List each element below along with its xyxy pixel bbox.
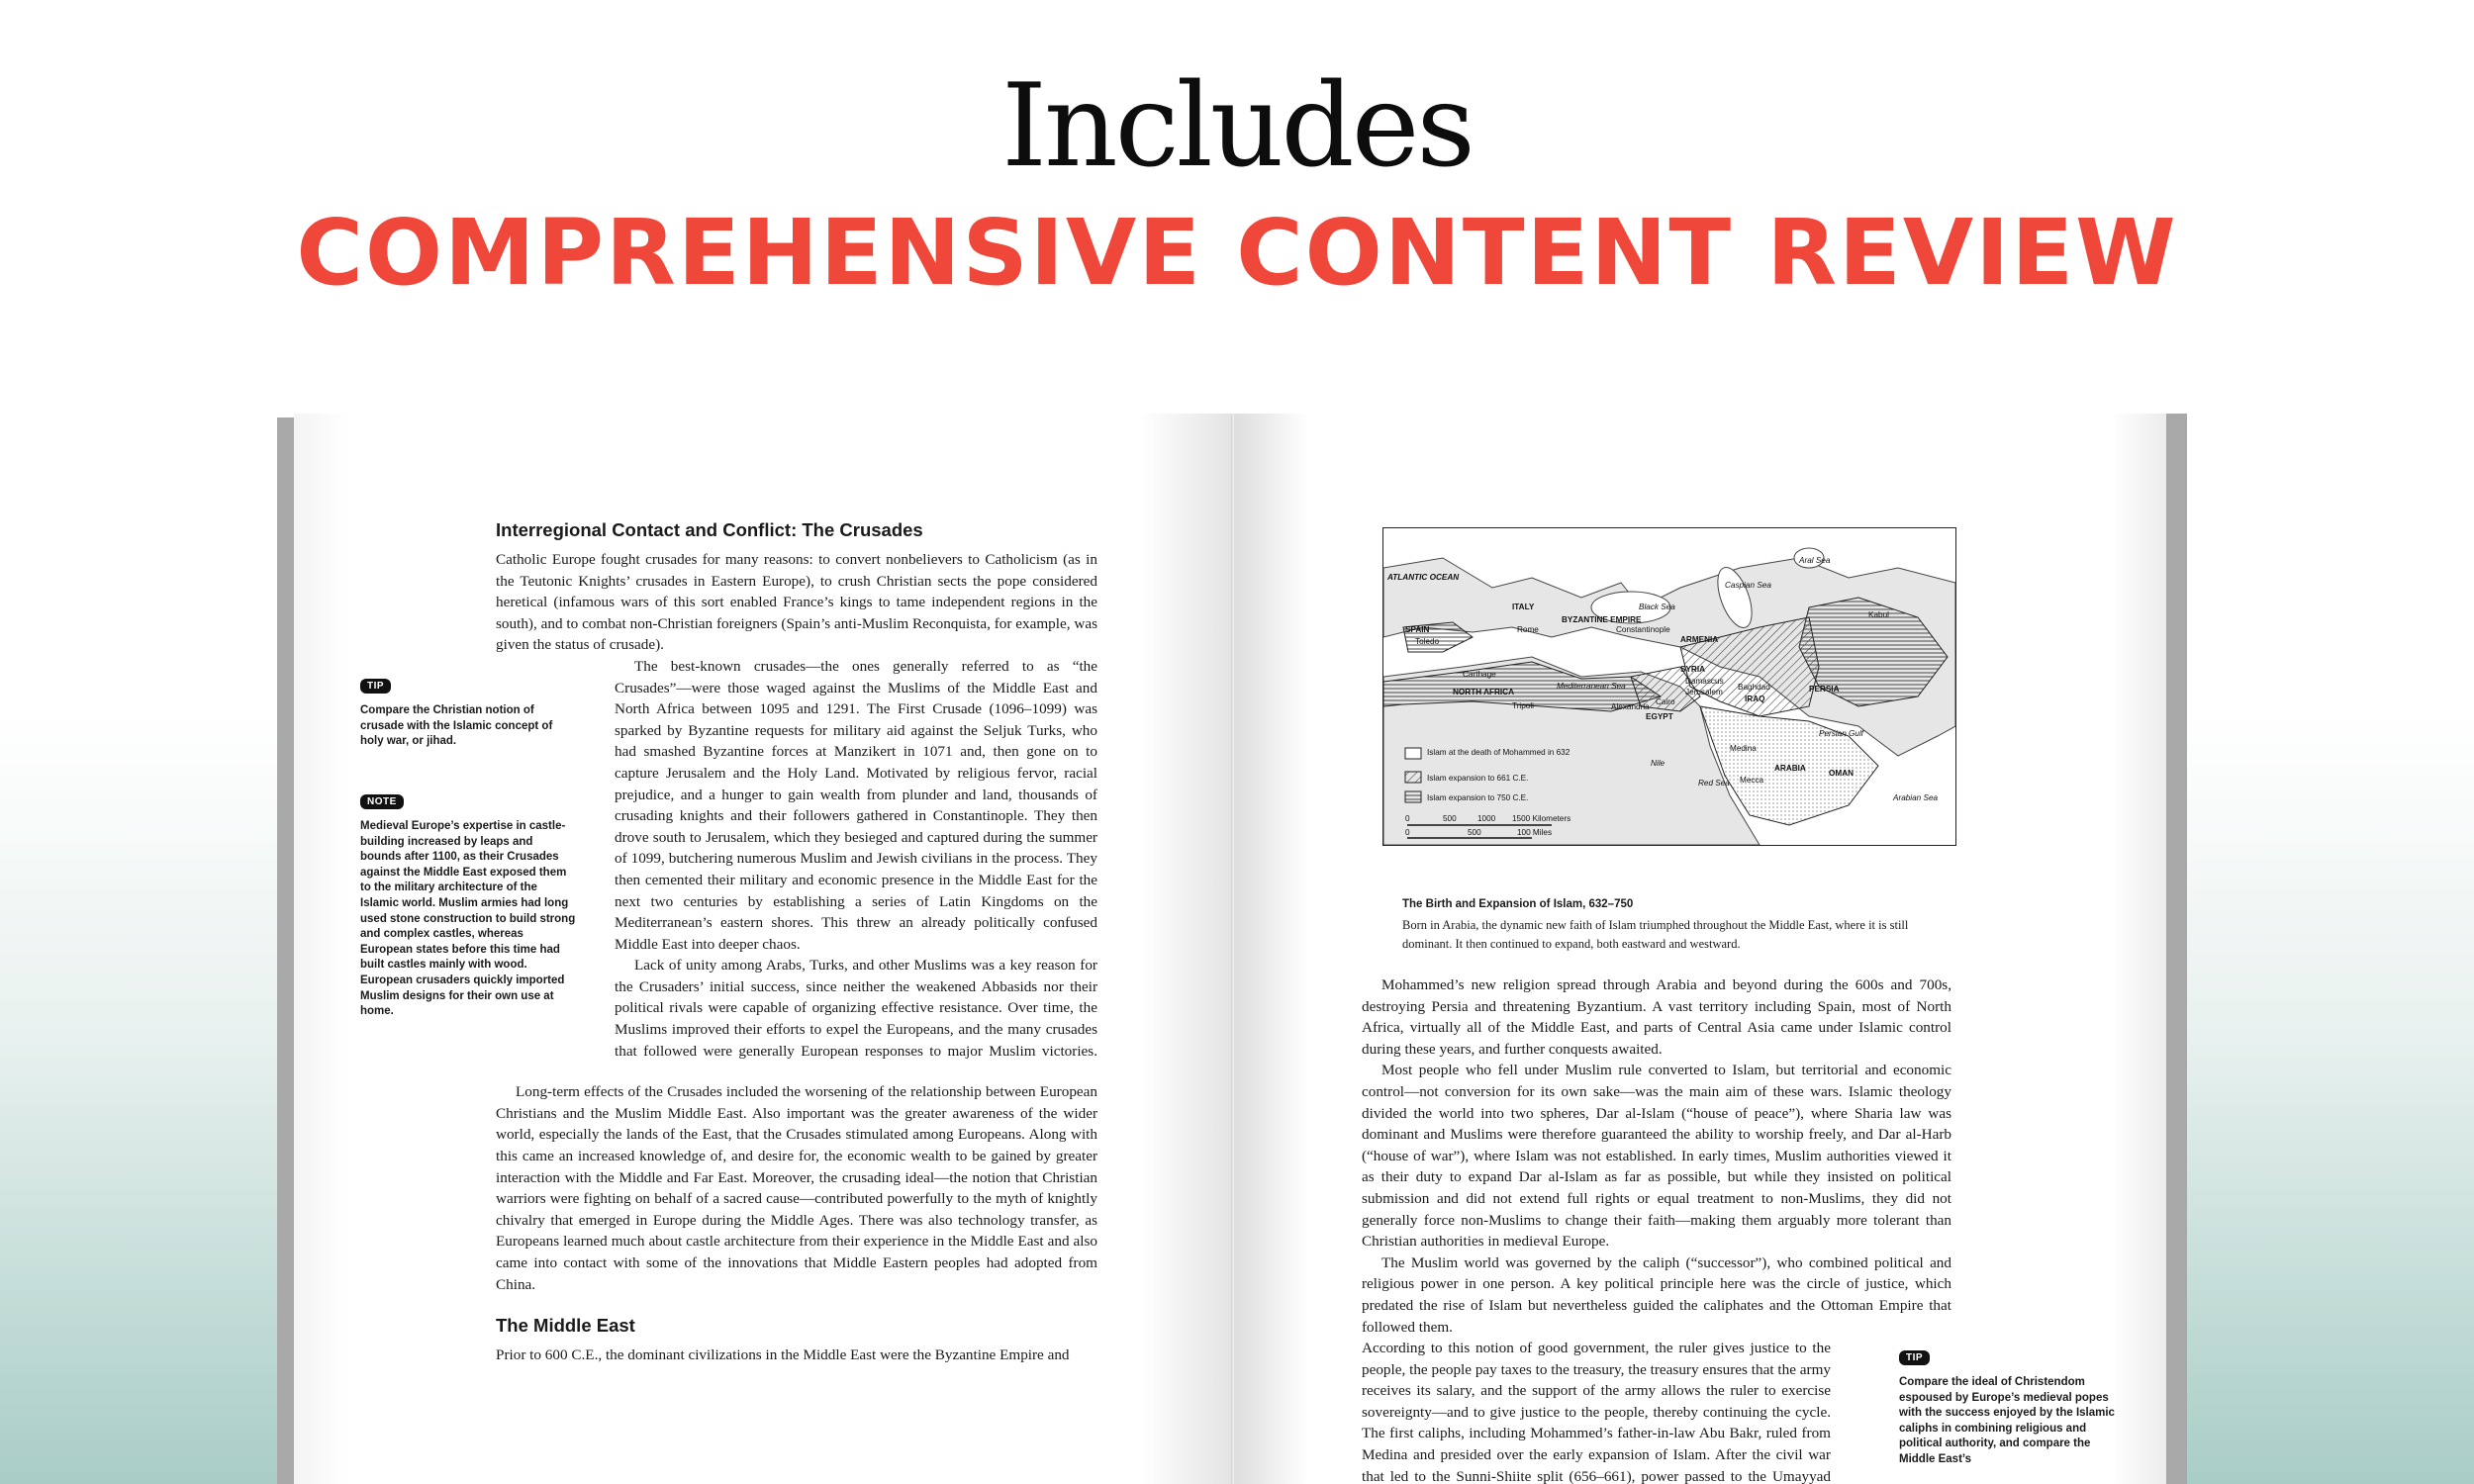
tip-badge: TIP: [1899, 1350, 1930, 1365]
map-label: IRAQ: [1745, 695, 1765, 703]
paragraph: Mohammed’s new religion spread through Arabia and beyond during the 600s and 700s, destroying Persia and threatening Byzantium. A vast territory including Spain, most of North Africa, virtually all of the Middle East, and parts of Central Asia came under Islamic control during these years, and further conquests awaited.: [1362, 976, 1951, 1058]
note-badge: NOTE: [360, 794, 404, 809]
map-label: ARABIA: [1774, 764, 1806, 773]
map-label: Tripoli: [1512, 701, 1534, 710]
narrow-flow: [615, 656, 1097, 1062]
map-label: OMAN: [1829, 769, 1855, 778]
scale-label: 500: [1468, 828, 1481, 837]
scale-label: 1000: [1477, 814, 1496, 823]
tip-text: Compare the Christian notion of crusade with the Islamic concept of holy war, or jihad.: [360, 704, 553, 748]
paragraph: Most people who fell under Muslim rule converted to Islam, but territorial and economic control—not conversion for its own sake—was the main aim of these wars. Islamic theology divided the world into two spheres, Dar al-Islam (“house of peace”), where Sharia law was dominant and Muslims were therefore guaranteed the ability to worship freely, and Dar al-Harb (“house of war”), where Islam was not established. In early times, Muslim authorities viewed it as their duty to expand Dar al-Islam as far as possible, but while they insisted on political submission and did not extend full rights or equal treatment to non-Muslims, they did not generally force non-Muslims to change their faith—making them arguably more tolerant than Christian authorities in medieval Europe.: [1362, 1062, 1951, 1251]
map-label: Jerusalem: [1685, 688, 1723, 696]
map-label: NORTH AFRICA: [1453, 688, 1515, 696]
map-caption: [1402, 898, 1956, 954]
map-label: EGYPT: [1646, 712, 1673, 721]
map-label: ATLANTIC OCEAN: [1387, 573, 1460, 582]
map-label: Rome: [1517, 625, 1539, 634]
paragraph-part: Lack of unity among Arabs, Turks, and other Muslims was a key reason for the Crusaders’ initial success, since neither the weakened Abbasids nor their political rivals were capable of organizing effective resistance. Over time, the Muslims improved their efforts to expel the Europeans, and the many crusades that followed were generally European responses to major Muslim victories.: [615, 957, 1097, 1060]
paragraph: The best-known crusades—the ones generally referred to as “the Crusades”—were those waged against the Muslims of the Middle East and North Africa between 1095 and 1291. The First Crusade (1096–1099) was sparked by Byzantine requests for military aid against the Seljuk Turks, who had smashed Byzantine forces at Manzikert in 1071 and, then gone on to capture Jerusalem and the Holy Land. Motivated by religious fervor, racial prejudice, and a hunger to gain wealth from plunder and land, thousands of crusading knights and their followers gathered in Constantinople. They then drove south to Jerusalem, which they besieged and captured during the summer of 1099, butchering numerous Muslim and Jewish civilians in the process. They then cemented their military and economic presence in the Middle East for the next two centuries by establishing a series of Latin Kingdoms on the Mediterranean’s eastern shores. This threw an already politically confused Middle East into deeper chaos.: [615, 657, 1097, 953]
map-label: BYZANTINE EMPIRE: [1562, 615, 1642, 624]
map-label: ARMENIA: [1680, 635, 1719, 644]
map-label: Caspian Sea: [1725, 581, 1771, 590]
map-label: Aral Sea: [1799, 556, 1831, 565]
tip-badge: TIP: [360, 679, 391, 694]
legend-swatch-750: [1405, 791, 1421, 802]
map-label: PERSIA: [1809, 685, 1840, 694]
map-label: Mediterranean Sea: [1557, 682, 1626, 691]
section-title-crusades: Interregional Contact and Conflict: The Crusades: [496, 519, 923, 540]
caption-title: The Birth and Expansion of Islam, 632–750: [1402, 898, 1634, 910]
headline: Includes: [1001, 59, 1473, 193]
paragraph: Catholic Europe fought crusades for many reasons: to convert nonbelievers to Catholicism (as in the Teutonic Knights’ crusades in Eastern Europe), to crush Christian sects the pope considered heretical (infamous wars of this sort enabled France’s kings to tame independent regions in the south), and to combat non-Christian foreigners (Spain’s anti-Muslim Reconquista, for example, was given the status of crusade).: [496, 551, 1097, 654]
islam-expansion-map: [1382, 527, 1956, 846]
map-label: Mecca: [1740, 776, 1764, 785]
tip-sidebar-right: [1899, 1347, 2127, 1468]
paragraph: Prior to 600 C.E., the dominant civilizations in the Middle East were the Byzantine Empire and: [496, 1346, 1070, 1364]
map-label: Nile: [1651, 759, 1665, 768]
legend-label: Islam expansion to 661 C.E.: [1427, 774, 1529, 783]
left-text-column: [496, 519, 1097, 1366]
map-label: ITALY: [1512, 603, 1535, 611]
legend-swatch-632: [1405, 748, 1421, 759]
scale-label: 100 Miles: [1517, 828, 1553, 837]
map-label: Red Sea: [1698, 779, 1730, 788]
scale-label: 1500 Kilometers: [1512, 814, 1571, 823]
map-label: Medina: [1730, 744, 1757, 753]
map-label: Black Sea: [1639, 603, 1675, 611]
map-label: Persian Gulf: [1819, 729, 1864, 738]
right-page: [1234, 414, 2166, 1484]
map-label: SYRIA: [1680, 665, 1706, 674]
map-svg: [1383, 528, 1955, 845]
legend-label: Islam expansion to 750 C.E.: [1427, 793, 1529, 802]
map-label: Alexandria: [1611, 702, 1650, 711]
scale-label: 500: [1443, 814, 1457, 823]
paragraph: According to this notion of good government, the ruler gives justice to the people, the people pay taxes to the treasury, the treasury ensures that the army receives its salary, and the support of the army allows the ruler to exercise sovereignty—and to give justice to the people, thereby continuing the cycle. The first caliphs, including Mohammed’s father-in-law Abu Bakr, ruled from Medina and presided over the early expansion of Islam. After the civil war that led to the Sunni-Shiite split (656–661), power passed to the Umayyad: [1362, 1340, 1831, 1484]
paragraph: [615, 955, 1097, 1062]
paragraph: Long-term effects of the Crusades included the worsening of the relationship between European Christians and the Muslim Middle East. Also important was the greater awareness of the wider world, especially the lands of the East, that the Crusades stimulated among Europeans. Along with this came an increased knowledge of, and desire for, the economic wealth to be gained by greater interaction with the Middle and Far East. Moreover, the crusading ideal—the notion that Christian warriors were fighting on behalf of a sacred cause—contributed powerfully to the myth of knightly chivalry that emerged in Europe during the Middle Ages. There was also technology transfer, as Europeans learned much about castle architecture from their experience in the Middle East and also came into contact with some of the innovations that Middle Eastern peoples had adopted from China.: [496, 1083, 1097, 1293]
map-label: Constantinople: [1616, 625, 1670, 634]
tip-text: Compare the ideal of Christendom espoused by Europe’s medieval popes with the success enjoyed by the Islamic caliphs in combining religious and political authority, and compare the Middle East’s: [1899, 1376, 2115, 1465]
left-page: [294, 414, 1234, 1484]
scale-label: 0: [1405, 828, 1410, 837]
right-text-column: [1362, 974, 1951, 1484]
note-text: Medieval Europe’s expertise in castle-building increased by leaps and bounds after 1100, as their Crusades against the Middle East exposed them to the military architecture of the Islamic world. Muslim armies had long used stone construction to build strong and complex castles, whereas European states before this time had built castles mainly with wood. European crusaders quickly imported Muslim designs for their own use at home.: [360, 820, 576, 1018]
scale-label: 0: [1405, 814, 1410, 823]
map-label: SPAIN: [1405, 625, 1430, 634]
map-label: Toledo: [1415, 637, 1440, 646]
caption-body: Born in Arabia, the dynamic new faith of Islam triumphed throughout the Middle East, where it is still dominant. It then continued to expand, both eastward and westward.: [1402, 918, 1909, 951]
map-label: Baghdad: [1738, 683, 1770, 692]
map-label: Kabul: [1868, 610, 1889, 619]
section-title-middle-east: The Middle East: [496, 1315, 635, 1337]
paragraph: The Muslim world was governed by the caliph (“successor”), who combined political and religious power in one person. A key political principle here was the circle of justice, which predated the rise of Islam but nevertheless guided the caliphates and the Ottoman Empire that followed them.: [1362, 1253, 1951, 1336]
map-label: Arabian Sea: [1893, 793, 1939, 802]
map-label: Carthage: [1463, 670, 1496, 679]
legend-swatch-661: [1405, 772, 1421, 783]
map-label: Damascus: [1685, 677, 1724, 686]
map-label: Cairo: [1656, 697, 1675, 706]
subhead: COMPREHENSIVE CONTENT REVIEW: [296, 200, 2178, 306]
legend-label: Islam at the death of Mohammed in 632: [1427, 748, 1570, 757]
